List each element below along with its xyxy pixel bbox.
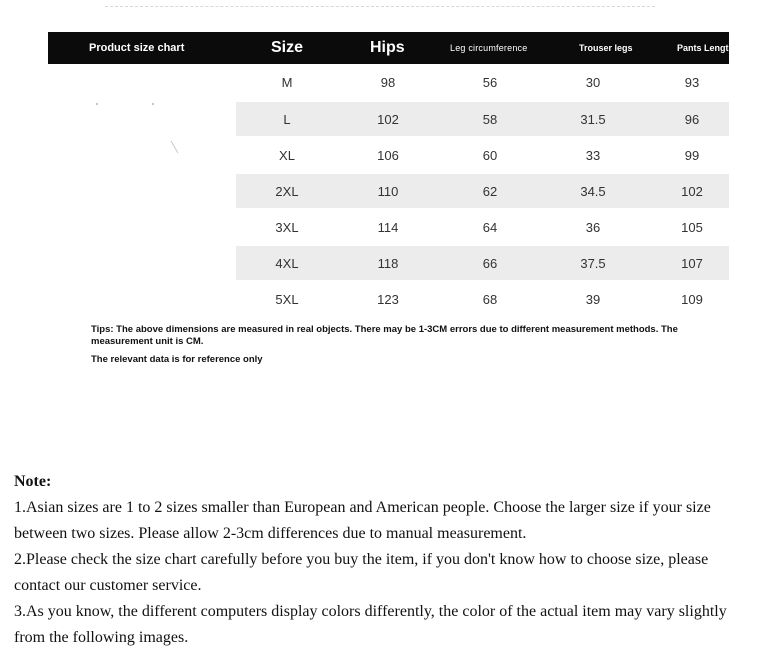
cell-leg: 64	[482, 219, 498, 235]
cell-trouser: 36	[585, 219, 601, 235]
cell-hips: 118	[377, 255, 399, 271]
size-chart-body	[48, 64, 729, 316]
cell-hips: 106	[377, 147, 399, 163]
note-item: 2.Please check the size chart carefully before you buy the item, if you don't know how to choose size, please contact our customer service.	[14, 551, 709, 594]
cell-size: M	[281, 74, 293, 90]
cell-trouser: 31.5	[580, 111, 606, 127]
cell-size: 5XL	[275, 291, 299, 307]
reference-note: The relevant data is for reference only	[91, 354, 263, 365]
header-leg-circumference: Leg circumference	[450, 43, 528, 53]
cell-hips: 102	[377, 111, 399, 127]
header-trouser-legs: Trouser legs	[579, 43, 633, 53]
note-item: 1.Asian sizes are 1 to 2 sizes smaller than European and American people. Choose the larger size if your size between two sizes. Please allow 2-3cm differences due to manual measurement.	[14, 499, 711, 542]
cell-trouser: 34.5	[580, 183, 606, 199]
cell-leg: 58	[482, 111, 498, 127]
cell-trouser: 37.5	[580, 255, 606, 271]
chart-title: Product size chart	[89, 42, 185, 54]
cell-trouser: 33	[585, 147, 601, 163]
cell-hips: 110	[377, 183, 399, 199]
size-chart-header	[48, 32, 735, 64]
cell-size: 3XL	[275, 219, 299, 235]
header-pants-length: Pants Length	[677, 43, 735, 53]
header-size: Size	[271, 39, 304, 56]
table-row	[48, 64, 729, 100]
cell-size: 4XL	[275, 255, 299, 271]
cell-trouser: 39	[585, 291, 601, 307]
cell-leg: 62	[482, 183, 498, 199]
cell-hips: 114	[377, 219, 399, 235]
cell-size: 2XL	[275, 183, 299, 199]
table-row	[48, 138, 729, 172]
note-section	[14, 469, 752, 651]
tips-text	[91, 324, 701, 366]
table-row	[48, 246, 729, 280]
cell-pants: 93	[684, 74, 700, 90]
cell-pants: 105	[681, 219, 703, 235]
decorative-dot	[96, 103, 98, 105]
cell-pants: 109	[681, 291, 703, 307]
decorative-dot	[152, 103, 154, 105]
header-hips: Hips	[370, 39, 405, 56]
cell-pants: 102	[681, 183, 703, 199]
cell-size: XL	[279, 147, 295, 163]
cell-leg: 60	[482, 147, 498, 163]
cell-pants: 107	[681, 255, 703, 271]
cell-leg: 68	[482, 291, 498, 307]
cell-pants: 96	[684, 111, 700, 127]
cell-leg: 66	[482, 255, 498, 271]
size-chart	[48, 32, 735, 316]
table-row	[48, 282, 729, 316]
note-item: 3.As you know, the different computers display colors differently, the color of the actual item may vary slightly from the following images.	[14, 603, 727, 646]
cell-size: L	[283, 111, 291, 127]
table-row	[48, 210, 729, 244]
cell-leg: 56	[482, 74, 498, 90]
note-title: Note:	[14, 473, 52, 490]
top-divider	[105, 6, 655, 7]
tips-note: Tips: The above dimensions are measured in real objects. There may be 1-3CM errors due to different measurement methods. The measurement unit is CM.	[91, 324, 678, 347]
cell-trouser: 30	[585, 74, 601, 90]
cell-hips: 123	[377, 291, 399, 307]
cell-pants: 99	[684, 147, 700, 163]
cell-hips: 98	[380, 74, 396, 90]
table-row	[48, 102, 729, 136]
table-row	[48, 174, 729, 208]
